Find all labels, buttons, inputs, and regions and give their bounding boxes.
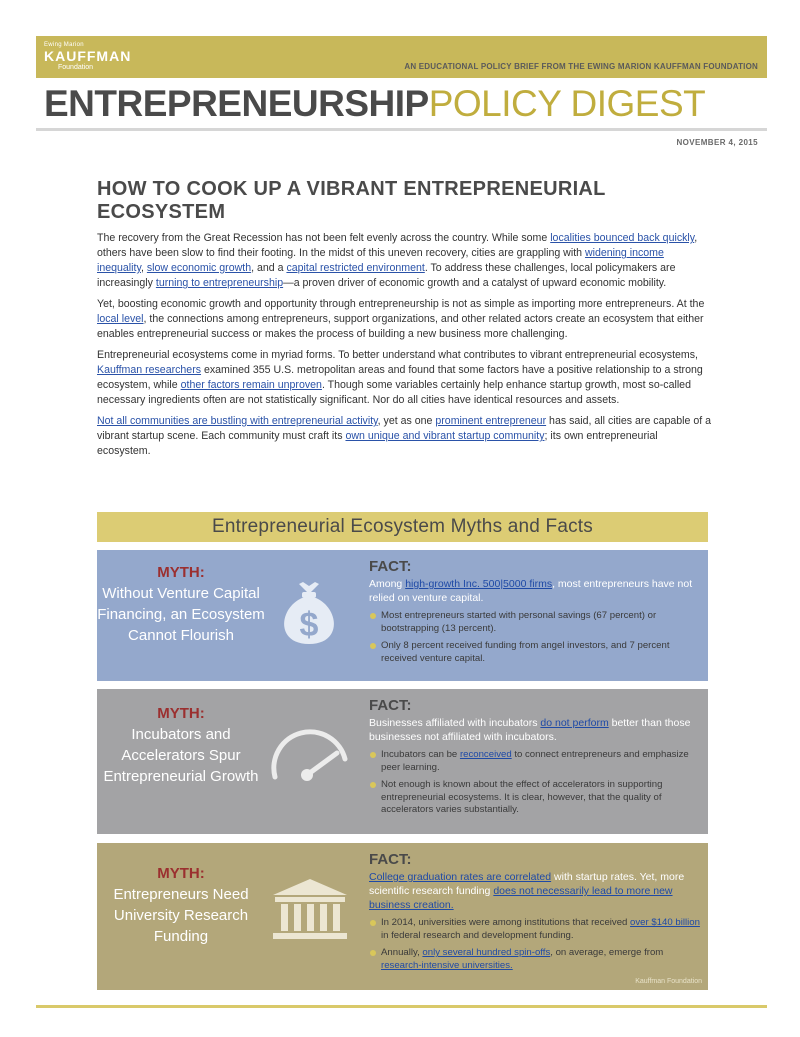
link-other-factors-unproven[interactable]: other factors remain unproven	[180, 379, 322, 391]
fact-bullet	[369, 917, 701, 942]
gauge-icon	[269, 719, 351, 794]
paragraph-2	[97, 297, 711, 342]
text-run: , on average, emerge from	[550, 947, 664, 958]
fact-bullets	[369, 610, 701, 665]
fact-bullet	[369, 947, 701, 972]
text-run: Yet, boosting economic growth and opportunity through entrepreneurship is not as simple as importing more entrepreneurs. At the	[97, 298, 705, 310]
link-not-all-communities[interactable]: Not all communities are bustling with entrepreneurial activity	[97, 415, 378, 427]
link-do-not-perform[interactable]: do not perform	[540, 717, 609, 729]
text-run: in federal research and development funding.	[381, 929, 574, 941]
link-widening-income-inequality[interactable]: widening income inequality	[97, 247, 664, 274]
myth-fact-card-venture-capital	[97, 550, 708, 681]
link-research-funding-not-lead[interactable]: does not necessarily lead to more new business creation.	[369, 885, 673, 911]
tagline: AN EDUCATIONAL POLICY BRIEF FROM THE EWING MARION KAUFFMAN FOUNDATION	[404, 62, 758, 71]
fact-lead	[369, 577, 701, 605]
text-run: Entrepreneurial ecosystems come in myriad forms. To better understand what contributes to vibrant entrepreneurial ecosystems,	[97, 349, 698, 361]
fact-bullet	[369, 749, 701, 774]
text-run: to connect entrepreneurs and emphasize peer learning.	[381, 749, 689, 773]
fact-lead	[369, 870, 701, 912]
fact-lead	[369, 716, 701, 744]
header-bar	[36, 36, 767, 78]
footer-divider	[36, 1005, 767, 1008]
text-run: Among	[369, 578, 406, 590]
link-inc-500-5000-firms[interactable]: high-growth Inc. 500|5000 firms	[405, 578, 553, 590]
text-run: , yet as one	[377, 415, 436, 427]
text-run: ; its own entrepreneurial ecosystem.	[97, 430, 658, 457]
link-several-hundred-spin-offs[interactable]: only several hundred spin-offs	[422, 947, 551, 958]
text-run: examined 355 U.S. metropolitan areas and found that some factors have a positive relationship to a strong ecosystem, while	[97, 364, 703, 391]
text-run: —a proven driver of economic growth and a catalyst of upward economic mobility.	[283, 277, 667, 289]
myth-block	[97, 564, 265, 646]
text-run: , others have been slow to find their footing. In the midst of this uneven recovery, cities are grappling with	[97, 232, 698, 259]
logo-line-1: Ewing Marion	[44, 42, 84, 48]
text-run: with startup rates. Yet, more scientific research funding	[369, 871, 685, 897]
text-run: Incubators can be	[381, 749, 460, 760]
article-headline: HOW TO COOK UP A VIBRANT ENTREPRENEURIAL ECOSYSTEM	[97, 178, 606, 223]
logo-line-3: Foundation	[58, 64, 94, 71]
fact-bullet: Most entrepreneurs started with personal savings (67 percent) or bootstrapping (13 percent).	[369, 610, 701, 635]
paragraph-1	[97, 231, 711, 291]
text-run: , the connections among entrepreneurs, support organizations, and other related actors create an ecosystem that either enables entrepreneurial success or makes the process of building a new business more challenging.	[97, 313, 704, 340]
publication-date: NOVEMBER 4, 2015	[676, 138, 758, 147]
myth-label: MYTH:	[157, 865, 205, 882]
link-turning-to-entrepreneurship[interactable]: turning to entrepreneurship	[155, 277, 284, 289]
fact-label: FACT:	[369, 697, 412, 714]
fact-bullets	[369, 749, 701, 817]
text-run: better than those businesses not affiliated with incubators.	[369, 717, 691, 743]
paragraph-4	[97, 414, 711, 459]
link-research-intensive-universities[interactable]: research-intensive universities.	[381, 959, 513, 971]
link-local-level[interactable]: local level	[97, 313, 144, 325]
link-over-140-billion[interactable]: over $140 billion	[630, 917, 700, 928]
text-run: Businesses affiliated with incubators	[369, 717, 541, 729]
link-slow-economic-growth[interactable]: slow economic growth	[146, 262, 252, 274]
fact-bullet: Only 8 percent received funding from angel investors, and 7 percent received venture capital.	[369, 640, 701, 665]
header-divider	[36, 128, 767, 131]
fact-block	[369, 851, 701, 977]
text-run: Annually,	[381, 947, 423, 958]
fact-bullets	[369, 917, 701, 972]
svg-text:$: $	[299, 606, 319, 644]
text-run: . Though some variables certainly help enhance startup growth, most so-called necessary ingredients often are not statistically significant. Nor do all cities have identical resources and assets.	[97, 379, 691, 406]
fact-bullet: Not enough is known about the effect of accelerators in supporting entrepreneurial ecosystems. It is clear, however, that the quality of accelerators varies substantially.	[369, 779, 701, 817]
kauffman-logo[interactable]	[44, 42, 131, 71]
text-run: In 2014, universities were among institutions that received	[381, 917, 631, 928]
fact-label: FACT:	[369, 558, 412, 575]
fact-block	[369, 697, 701, 822]
text-run: , and a	[251, 262, 287, 274]
paragraph-3	[97, 348, 711, 408]
masthead	[44, 84, 705, 124]
myth-text: Incubators and Accelerators Spur Entrepreneurial Growth	[103, 726, 259, 785]
myth-block	[97, 705, 265, 787]
link-prominent-entrepreneur[interactable]: prominent entrepreneur	[435, 415, 547, 427]
money-bag-icon	[269, 578, 349, 653]
university-building-icon	[269, 877, 351, 948]
myth-block	[97, 865, 265, 947]
article-body	[97, 231, 711, 465]
myth-label: MYTH:	[157, 564, 205, 581]
link-reconceived[interactable]: reconceived	[459, 749, 512, 760]
fact-label: FACT:	[369, 851, 412, 868]
myth-fact-card-incubators	[97, 689, 708, 834]
link-kauffman-researchers[interactable]: Kauffman researchers	[97, 364, 202, 376]
text-run: . To address these challenges, local policymakers are increasingly	[97, 262, 676, 289]
text-run: , most entrepreneurs have not relied on venture capital.	[369, 578, 693, 604]
myth-text: Entrepreneurs Need University Research Funding	[113, 886, 249, 945]
section-title: Entrepreneurial Ecosystem Myths and Facts	[97, 512, 708, 542]
link-capital-restricted-environment[interactable]: capital restricted environment	[286, 262, 425, 274]
fact-block	[369, 558, 701, 670]
image-credit: Kauffman Foundation	[635, 978, 702, 985]
myth-text: Without Venture Capital Financing, an Ecosystem Cannot Flourish	[97, 585, 265, 644]
myth-label: MYTH:	[157, 705, 205, 722]
masthead-secondary: POLICY DIGEST	[428, 83, 706, 124]
myth-fact-card-university-funding	[97, 843, 708, 990]
text-run: ,	[140, 262, 147, 274]
logo-line-2: KAUFFMAN	[44, 48, 132, 64]
link-graduation-rates-correlated[interactable]: College graduation rates are correlated	[369, 871, 552, 883]
link-own-startup-community[interactable]: own unique and vibrant startup community	[345, 430, 545, 442]
masthead-primary: ENTREPRENEURSHIP	[44, 83, 429, 124]
link-localities-bounced-back[interactable]: localities bounced back quickly	[550, 232, 695, 244]
text-run: The recovery from the Great Recession has not been felt evenly across the country. While some	[97, 232, 551, 244]
text-run: has said, all cities are capable of a vibrant startup scene. Each community must craft its	[97, 415, 711, 442]
